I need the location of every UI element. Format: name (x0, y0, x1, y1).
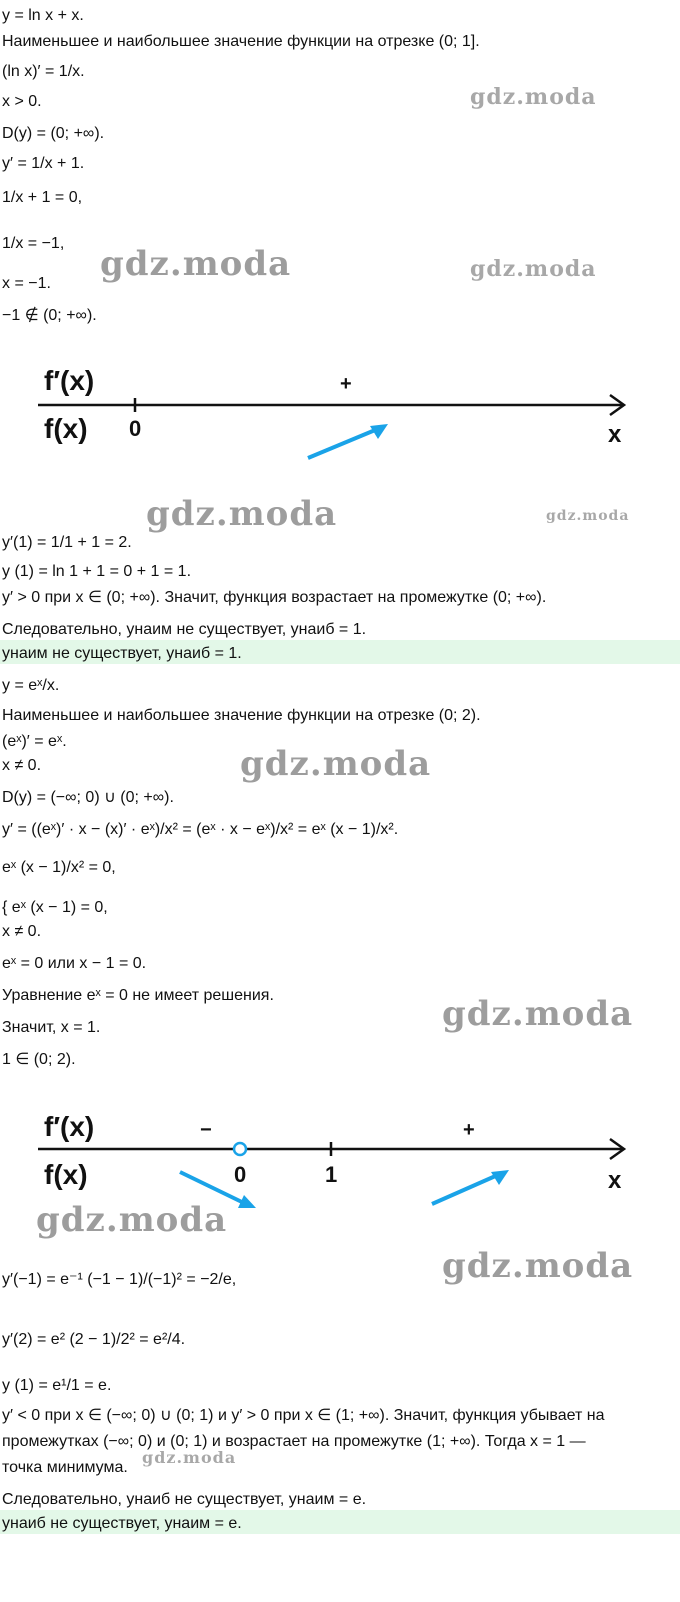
solution-line: 1/x = −1, (2, 235, 65, 252)
sign-minus: − (200, 1119, 212, 1141)
solution-line: D(y) = (0; +∞). (2, 125, 105, 142)
function-label: f(x) (44, 1159, 88, 1190)
watermark: gdz.moda (470, 84, 597, 110)
increasing-arrow (432, 1174, 500, 1204)
solution-line: yнаиб не существует, yнаим = e. (2, 1515, 242, 1532)
tick-label-one: 1 (325, 1162, 338, 1187)
function-label: f(x) (44, 413, 88, 444)
solution-line: y′(1) = 1/1 + 1 = 2. (2, 534, 132, 551)
solution-line: Следовательно, yнаиб не существует, yнаим = e. (2, 1491, 367, 1508)
sign-diagram-1 (0, 360, 680, 470)
solution-line: eˣ (x − 1)/x² = 0, (2, 859, 116, 876)
solution-line: Значит, x = 1. (2, 1019, 101, 1036)
derivative-label: f′(x) (44, 365, 95, 396)
solution-line: y′ < 0 при x ∈ (−∞; 0) ∪ (0; 1) и y′ > 0 при x ∈ (1; +∞). Значит, функция убывает на (2, 1407, 605, 1424)
watermark: gdz.moda (146, 494, 338, 534)
watermark: gdz.moda (470, 256, 597, 282)
point-label-zero: 0 (234, 1162, 247, 1187)
increasing-arrow (308, 428, 380, 458)
solution-line: Уравнение eˣ = 0 не имеет решения. (2, 987, 274, 1004)
open-point-zero (234, 1143, 246, 1155)
watermark: gdz.moda (442, 1246, 634, 1286)
tick-label-zero: 0 (129, 416, 142, 441)
solution-line: y (1) = e¹/1 = e. (2, 1377, 112, 1394)
solution-line: y′(−1) = e⁻¹ (−1 − 1)/(−1)² = −2/e, (2, 1271, 237, 1288)
solution-line: y = eˣ/x. (2, 677, 60, 694)
axis-label-x: x (608, 1167, 622, 1194)
solution-line: y = ln x + x. (2, 7, 84, 24)
sign-plus: + (340, 373, 352, 395)
watermark: gdz.moda (240, 744, 432, 784)
watermark: gdz.moda (442, 994, 634, 1034)
solution-line: 1 ∈ (0; 2). (2, 1051, 76, 1068)
watermark: gdz.moda (546, 508, 630, 524)
solution-line: x ≠ 0. (2, 923, 42, 940)
solution-line: Следовательно, yнаим не существует, yнаиб = 1. (2, 621, 367, 638)
solution-line: Наименьшее и наибольшее значение функции на отрезке (0; 1]. (2, 33, 480, 50)
solution-line: x = −1. (2, 275, 51, 292)
solution-line: 1/x + 1 = 0, (2, 189, 83, 206)
axis-label-x: x (608, 421, 622, 448)
solution-line: −1 ∉ (0; +∞). (2, 307, 97, 324)
watermark: gdz.moda (36, 1200, 228, 1240)
watermark: gdz.moda (142, 1448, 237, 1467)
solution-line: yнаим не существует, yнаиб = 1. (2, 645, 242, 662)
solution-line: D(y) = (−∞; 0) ∪ (0; +∞). (2, 789, 174, 806)
solution-line: y′ = ((eˣ)′ · x − (x)′ · eˣ)/x² = (eˣ · x − eˣ)/x² = eˣ (x − 1)/x². (2, 821, 399, 838)
solution-line: y′ = 1/x + 1. (2, 155, 85, 172)
solution-line: eˣ = 0 или x − 1 = 0. (2, 955, 147, 972)
solution-line: точка минимума. (2, 1459, 128, 1476)
solution-line: (eˣ)′ = eˣ. (2, 733, 67, 750)
derivative-label: f′(x) (44, 1111, 95, 1142)
solution-line: x ≠ 0. (2, 757, 42, 774)
solution-line: y (1) = ln 1 + 1 = 0 + 1 = 1. (2, 563, 192, 580)
watermark: gdz.moda (100, 244, 292, 284)
solution-line: Наименьшее и наибольшее значение функции на отрезке (0; 2). (2, 707, 481, 724)
solution-line: (ln x)′ = 1/x. (2, 63, 85, 80)
solution-line: y′(2) = e² (2 − 1)/2² = e²/4. (2, 1331, 186, 1348)
solution-line: промежутках (−∞; 0) и (0; 1) и возрастает на промежутке (1; +∞). Тогда x = 1 — (2, 1433, 586, 1450)
solution-line: y′ > 0 при x ∈ (0; +∞). Значит, функция возрастает на промежутке (0; +∞). (2, 589, 547, 606)
solution-line: { eˣ (x − 1) = 0, (2, 899, 108, 916)
solution-line: x > 0. (2, 93, 42, 110)
sign-plus: + (463, 1119, 475, 1141)
